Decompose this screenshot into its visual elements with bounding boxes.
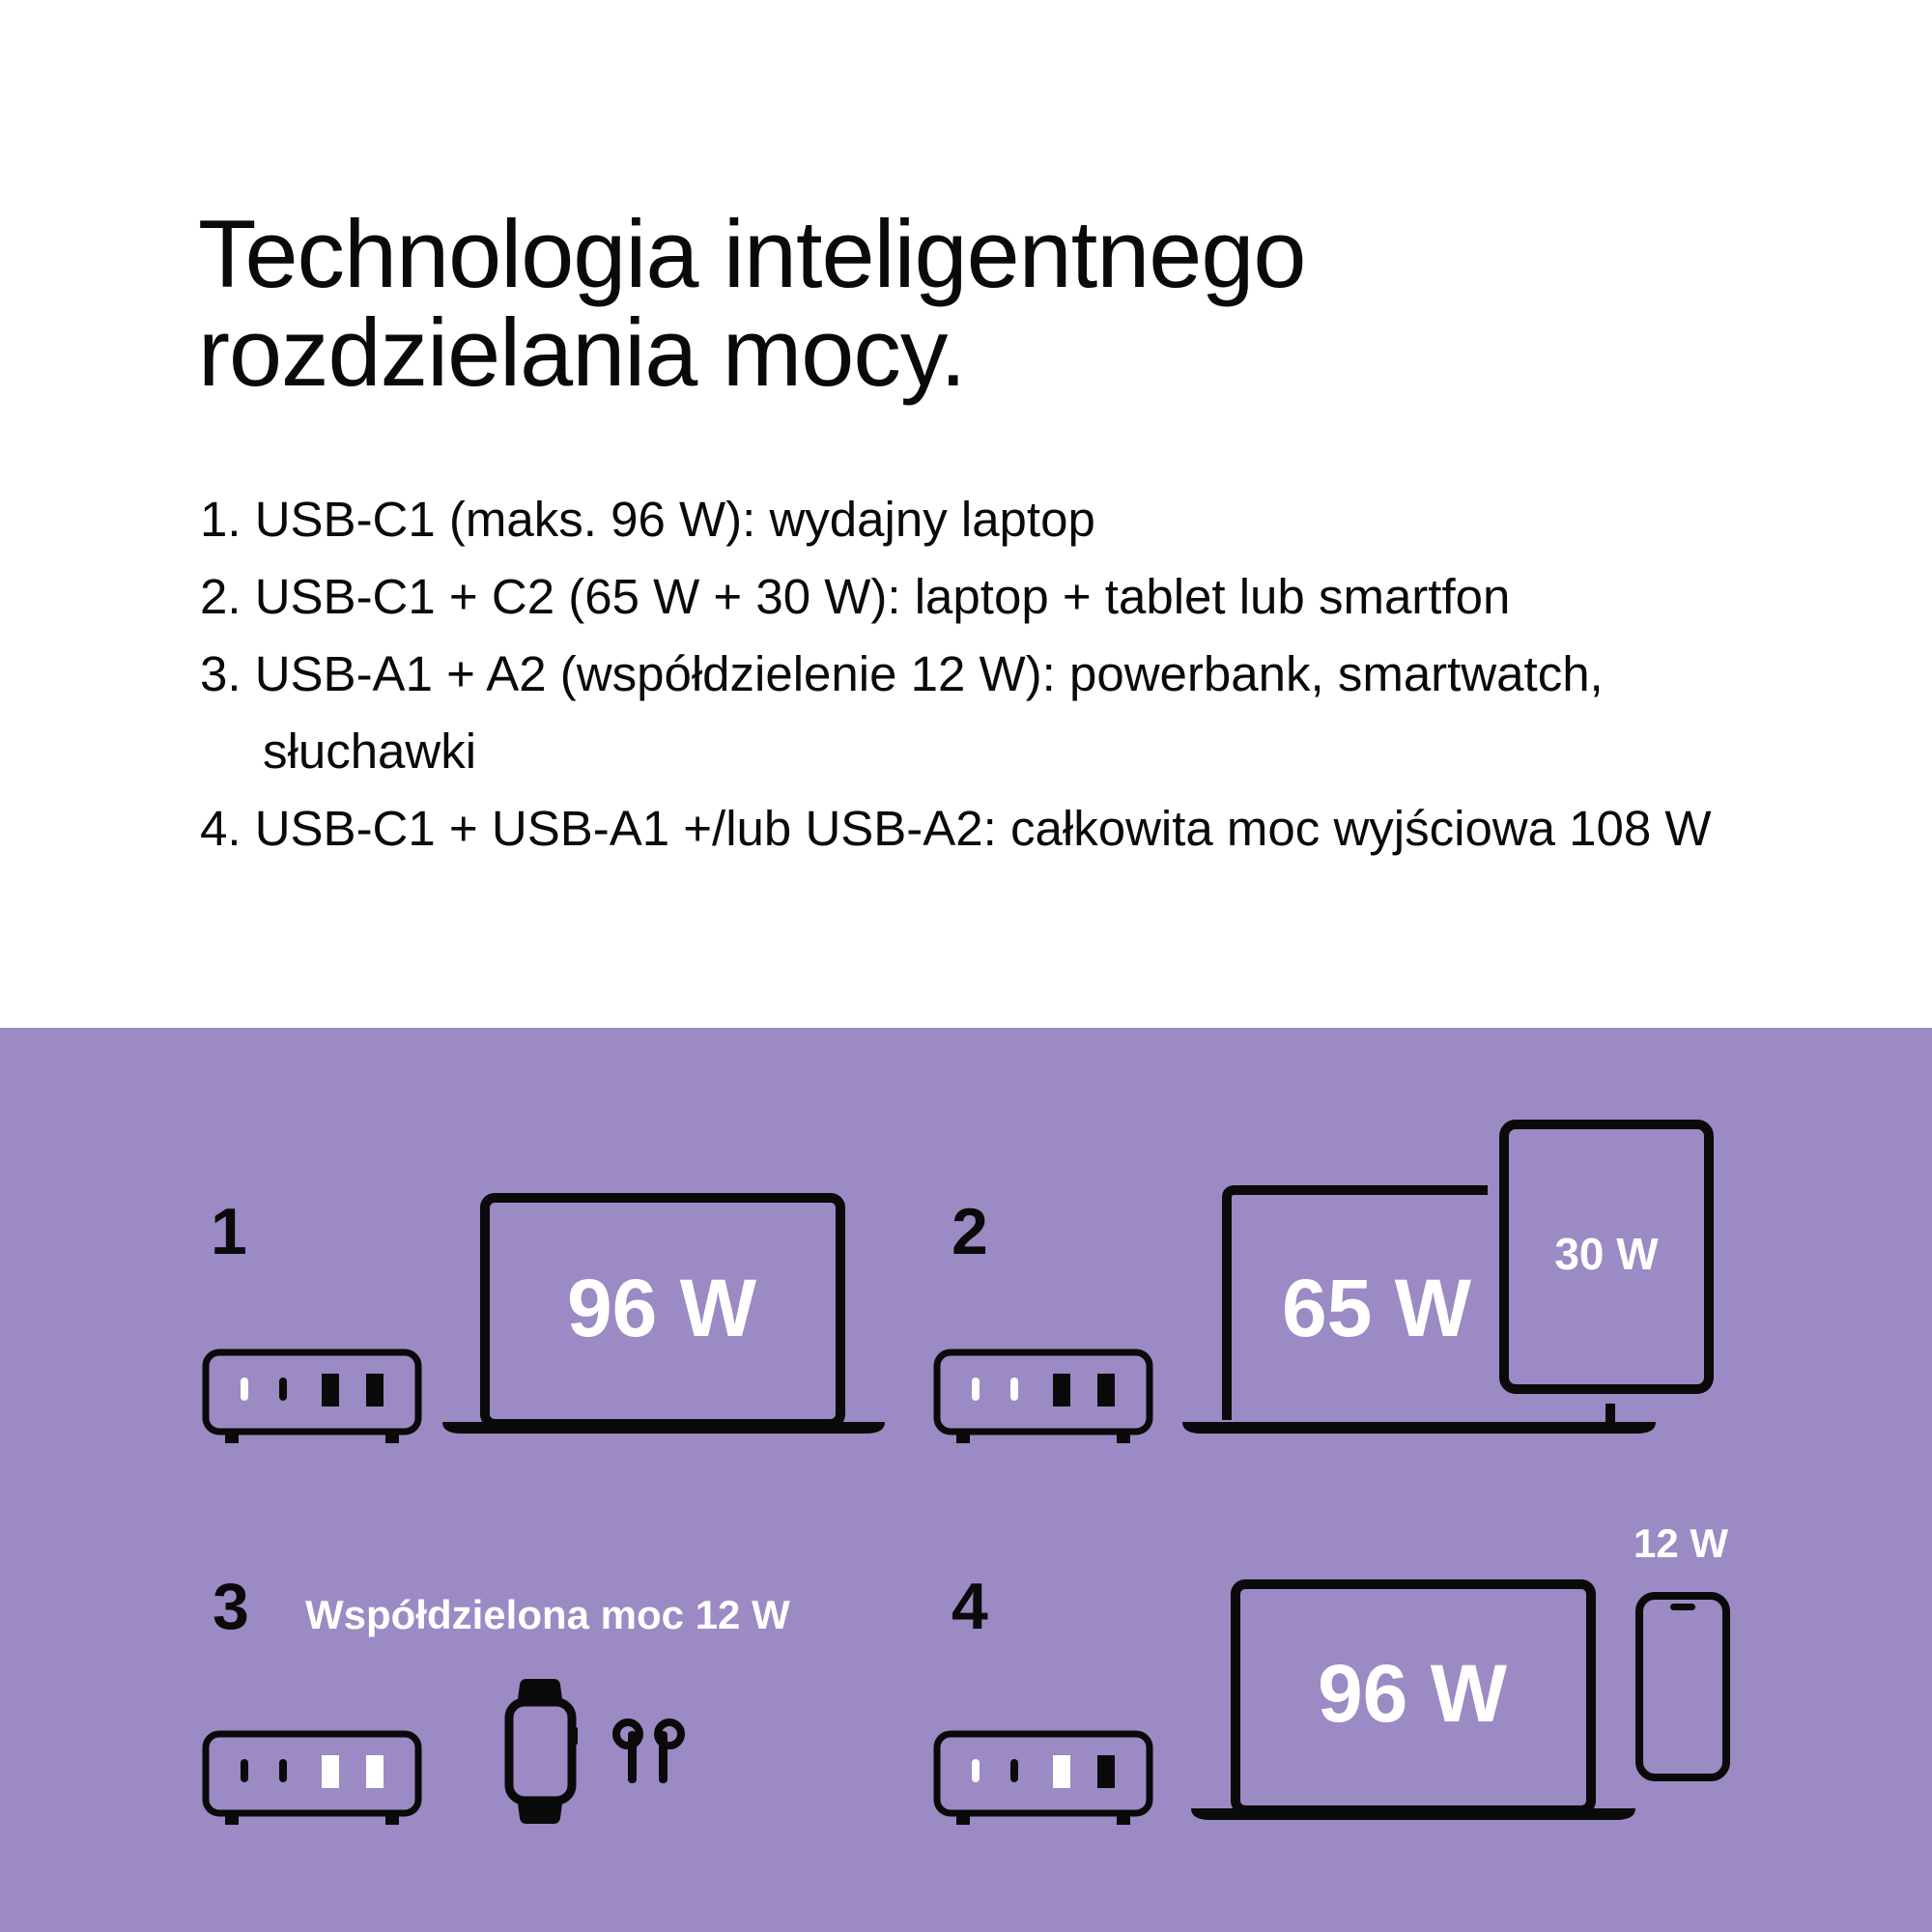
scenario-4 — [937, 1520, 1728, 1825]
list-item: 4. USB-C1 + USB-A1 +/lub USB-A2: całkowita moc wyjściowa 108 W — [200, 801, 1712, 856]
scenario-3 — [206, 1570, 790, 1825]
smartphone-icon — [1639, 1596, 1726, 1777]
phone-power-label: 12 W — [1633, 1520, 1729, 1566]
smartwatch-icon — [509, 1679, 578, 1824]
charger-icon — [206, 1352, 418, 1443]
earbuds-icon — [616, 1722, 681, 1783]
laptop-power-label: 96 W — [566, 1263, 757, 1353]
scenario-number: 2 — [952, 1195, 988, 1268]
charger-icon — [937, 1734, 1150, 1825]
scenario-2 — [937, 1124, 1709, 1443]
charger-icon — [206, 1734, 418, 1825]
charger-icon — [937, 1352, 1150, 1443]
laptop-power-label: 96 W — [1317, 1648, 1508, 1739]
shared-power-label: Współdzielona moc 12 W — [305, 1592, 790, 1637]
list-item: 1. USB-C1 (maks. 96 W): wydajny laptop — [200, 492, 1095, 547]
scenario-number: 4 — [952, 1570, 988, 1643]
tablet-power-label: 30 W — [1554, 1229, 1659, 1279]
title-line-1: Technologia inteligentnego — [198, 200, 1306, 307]
scenario-number: 1 — [211, 1195, 247, 1268]
scenario-1 — [206, 1195, 885, 1443]
list-item: 2. USB-C1 + C2 (65 W + 30 W): laptop + tablet lub smartfon — [200, 569, 1511, 624]
scenario-number: 3 — [213, 1570, 249, 1643]
laptop-power-label: 65 W — [1281, 1263, 1472, 1353]
list-item: 3. USB-A1 + A2 (współdzielenie 12 W): powerbank, smartwatch, słuchawki — [200, 646, 1604, 779]
title-line-2: rozdzielania mocy. — [198, 298, 966, 406]
